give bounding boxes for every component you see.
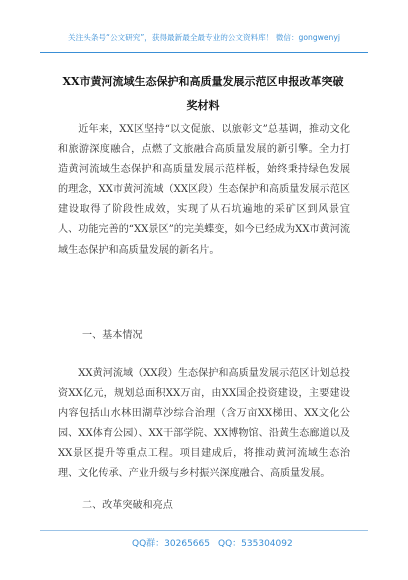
section-heading-reform: 二、改革突破和亮点 (82, 500, 173, 511)
document-title: XX市黄河流域生态保护和高质量发展示范区申报改革突破奖材料 (62, 75, 344, 112)
header-divider (40, 52, 368, 53)
contact-footer (0, 530, 408, 560)
qq-group-number: QQ群：30265665 (132, 539, 210, 549)
promo-header (0, 0, 408, 64)
intro-paragraph: 近年来，XX区坚持“以文促旅、以旅彰文”总基调，推动文化和旅游深度融合，点燃了文旅融合高质量发展的新引擎。全力打造黄河流域生态保护和高质量发展示范样板，始终秉持绿色发展的理念，XX市黄河流域（XX区段）生态保护和高质量发展示范区建设取得了阶段性成效，实现了从石坑遍地的采矿区到风景宜人、功能完善的“XX景区”的完美蝶变，如今已经成为XX市黄河流域生态保护和高质量发展的新名片。 (58, 124, 350, 256)
qq-number: QQ：535304092 (218, 539, 293, 549)
promo-text: 关注头条号“公文研究”，获得最新最全最专业的公文资料库！ 微信：gongwenyj (68, 33, 340, 42)
footer-divider (40, 530, 368, 531)
section-heading-basic: 一、基本情况 (82, 330, 143, 341)
section-basic-paragraph: XX黄河流域（XX段）生态保护和高质量发展示范区计划总投资XX亿元，规划总面积XX万亩，由XX国企投资建设，主要建设内容包括山水林田湖草沙综合治理（含万亩XX梯田、XX文化公园、XX体育公园）、XX干部学院、XX博物馆、沿黄生态廊道以及XX景区提升等重点工程。项目建成后，将推动黄河流域生态治理、文化传承、产业升级与乡村振兴深度融合、高质量发展。 (58, 368, 350, 480)
